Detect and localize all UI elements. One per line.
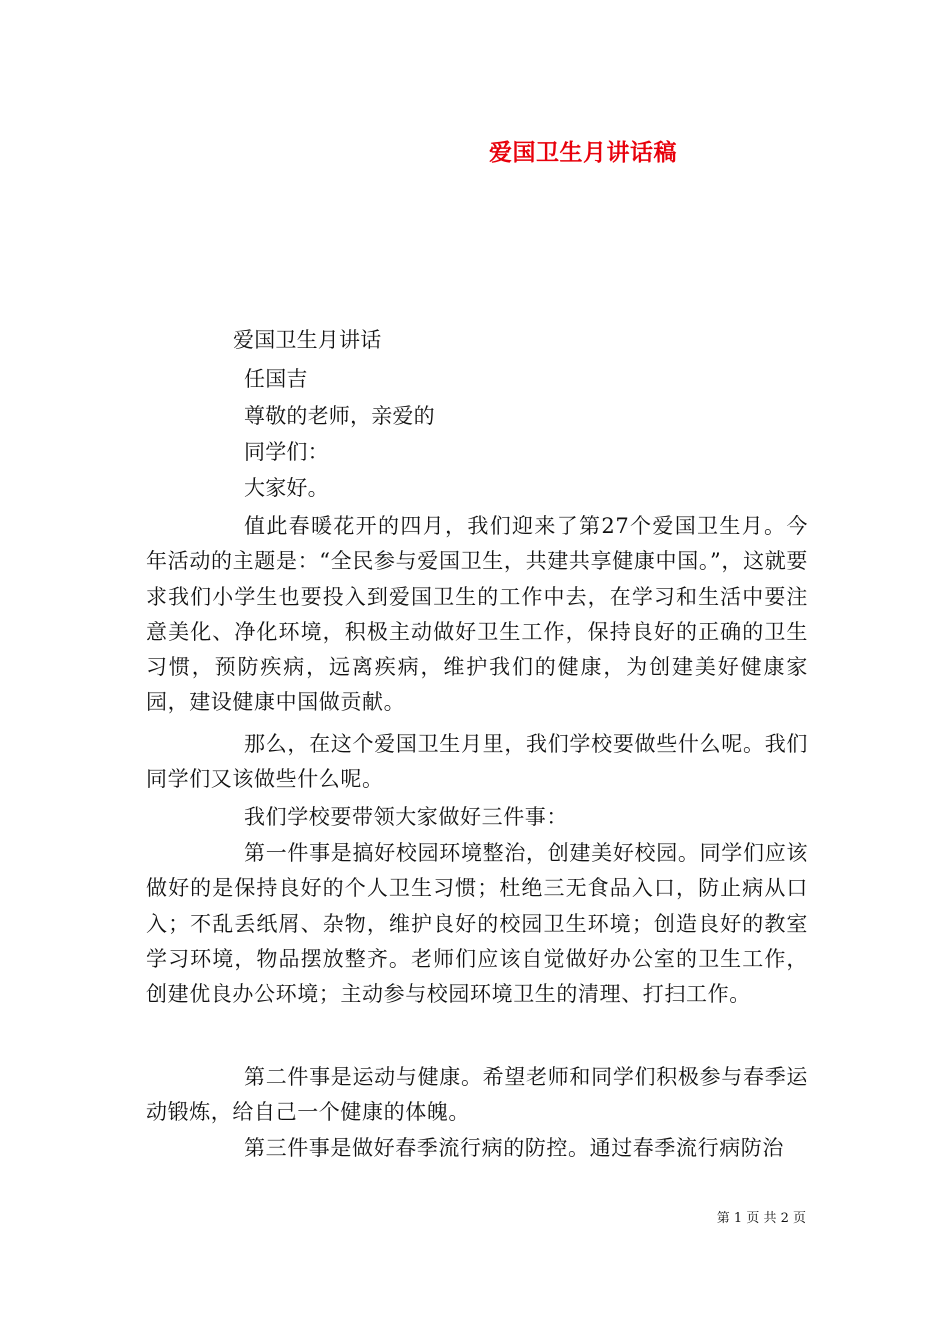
page-number-footer: 第 1 页 共 2 页 (716, 1211, 806, 1226)
salutation-line-1: 尊敬的老师，亲爱的 (244, 404, 435, 428)
document-title: 爱国卫生月讲话稿 (489, 140, 677, 166)
salutation-line-2: 同学们： (244, 440, 329, 464)
paragraph-6: 第三件事是做好春季流行病的防控。通过春季流行病防治 (244, 1136, 784, 1160)
paragraph-2: 那么，在这个爱国卫生月里，我们学校要做些什么呢。我们同学们又该做些什么呢。 (146, 732, 808, 792)
paragraph-3: 我们学校要带领大家做好三件事： (244, 805, 568, 829)
author-name: 任国吉 (244, 367, 308, 391)
speech-heading: 爱国卫生月讲话 (233, 328, 382, 352)
paragraph-5: 第二件事是运动与健康。希望老师和同学们积极参与春季运动锻炼，给自己一个健康的体魄。 (146, 1065, 808, 1125)
paragraph-4: 第一件事是搞好校园环境整治，创建美好校园。同学们应该做好的是保持良好的个人卫生习惯；杜绝三无食品入口，防止病从口入；不乱丢纸屑、杂物，维护良好的校园卫生环境；创造良好的教室学习环境，物品摆放整齐。老师们应该自觉做好办公室的卫生工作，创建优良办公环境；主动参与校园环境卫生的清理、打扫工作。 (146, 841, 808, 1007)
greeting: 大家好。 (244, 476, 329, 500)
paragraph-1: 值此春暖花开的四月，我们迎来了第27个爱国卫生月。今年活动的主题是：“全民参与爱国卫生，共建共享健康中国。”，这就要求我们小学生也要投入到爱国卫生的工作中去，在学习和生活中要注意美化、净化环境，积极主动做好卫生工作，保持良好的正确的卫生习惯，预防疾病，远离疾病，维护我们的健康，为创建美好健康家园，建设健康中国做贡献。 (146, 514, 808, 715)
